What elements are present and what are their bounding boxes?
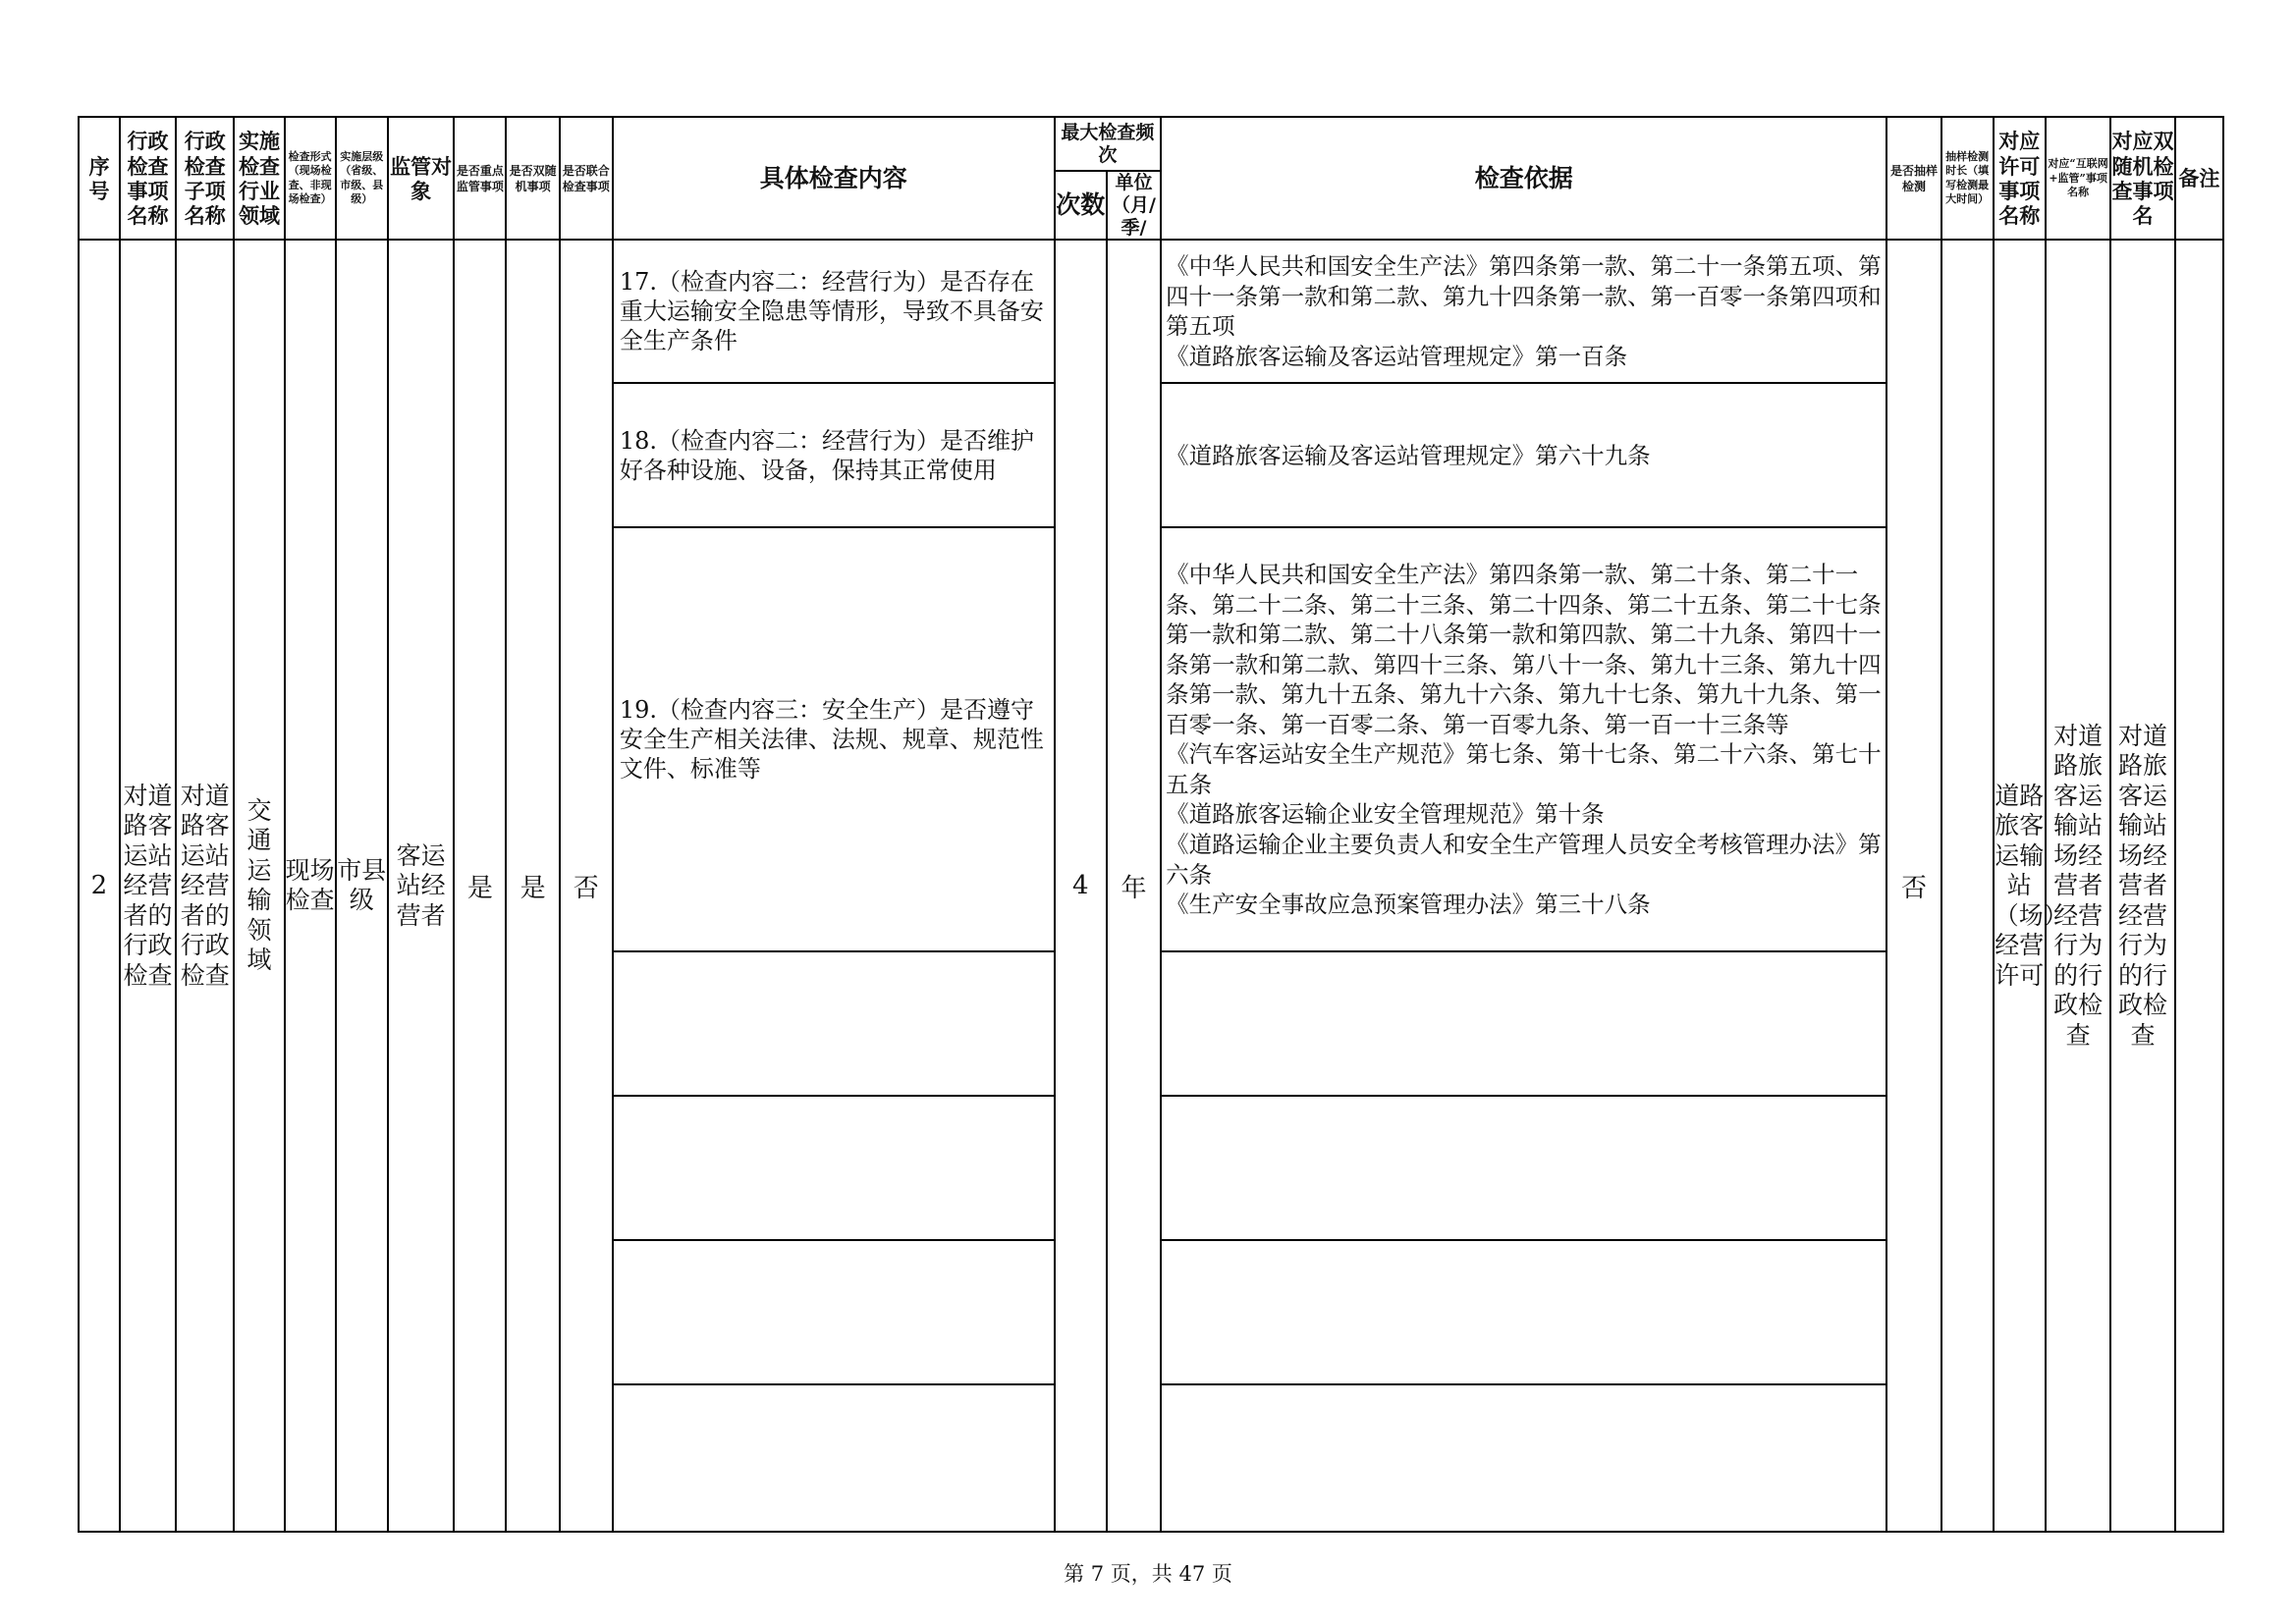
header-remarks: 备注 xyxy=(2175,117,2223,240)
header-basis: 检查依据 xyxy=(1161,117,1886,240)
cell-random-name: 对道路旅客运输站场经营者经营行为的行政检查 xyxy=(2110,240,2174,1532)
header-random-item: 是否双随机事项 xyxy=(506,117,559,240)
cell-seq: 2 xyxy=(79,240,120,1532)
basis-cell xyxy=(1161,1096,1886,1240)
cell-item-name: 对道路客运站经营者的行政检查 xyxy=(120,240,176,1532)
header-item-name: 行政检查事项名称 xyxy=(120,117,176,240)
content-cell xyxy=(613,527,1055,951)
basis-text: 《道路旅客运输及客运站管理规定》第六十九条 xyxy=(1166,441,1651,469)
content-cell xyxy=(613,1384,1055,1532)
header-seq: 序号 xyxy=(79,117,120,240)
header-unit: 单位（月/季/ xyxy=(1107,171,1161,240)
content-text: 19.（检查内容三：安全生产）是否遵守安全生产相关法律、法规、规章、规范性文件、标准等 xyxy=(619,696,1044,784)
header-key-item: 是否重点监管事项 xyxy=(454,117,506,240)
inspection-table xyxy=(78,116,2224,1533)
cell-times: 4 xyxy=(1055,240,1107,1532)
header-license: 对应许可事项名称 xyxy=(1994,117,2046,240)
header-industry: 实施检查行业领域 xyxy=(234,117,284,240)
page-footer: 第 7 页，共 47 页 xyxy=(1064,1562,1232,1586)
cell-level: 市县级 xyxy=(336,240,388,1532)
cell-unit: 年 xyxy=(1107,240,1161,1532)
cell-key-item: 是 xyxy=(454,240,506,1532)
cell-internet: 对道路旅客运输站场经营者经营行为的行政检查 xyxy=(2046,240,2110,1532)
content-cell xyxy=(613,240,1055,383)
basis-cell xyxy=(1161,1240,1886,1384)
cell-industry: 交通运输领域 xyxy=(234,240,284,1532)
content-text: 17.（检查内容二：经营行为）是否存在重大运输安全隐患等情形，导致不具备安全生产条件 xyxy=(619,268,1044,355)
header-level: 实施层级（省级、市级、县级） xyxy=(336,117,388,240)
header-sampling: 是否抽样检测 xyxy=(1886,117,1941,240)
cell-sampling: 否 xyxy=(1886,240,1941,1532)
header-form: 检查形式（现场检查、非现场检查） xyxy=(285,117,336,240)
content-cell xyxy=(613,1240,1055,1384)
cell-remarks xyxy=(2175,240,2223,1532)
cell-joint-item: 否 xyxy=(560,240,613,1532)
header-random-name: 对应双随机检查事项名 xyxy=(2110,117,2174,240)
content-cell xyxy=(613,383,1055,527)
header-object: 监管对象 xyxy=(388,117,454,240)
cell-object: 客运站经营者 xyxy=(388,240,454,1532)
cell-license: 道路旅客运输站（场）经营许可 xyxy=(1994,240,2046,1532)
header-sampling-time: 抽样检测时长（填写检测最大时间） xyxy=(1941,117,1994,240)
header-times: 次数 xyxy=(1055,171,1107,240)
cell-sampling-time xyxy=(1941,240,1994,1532)
header-max-freq: 最大检查频次 xyxy=(1055,117,1161,171)
content-cell xyxy=(613,951,1055,1096)
cell-subitem-name: 对道路客运站经营者的行政检查 xyxy=(176,240,234,1532)
cell-random-item: 是 xyxy=(506,240,559,1532)
basis-cell xyxy=(1161,240,1886,383)
header-joint-item: 是否联合检查事项 xyxy=(560,117,613,240)
header-subitem-name: 行政检查子项名称 xyxy=(176,117,234,240)
basis-text: 《中华人民共和国安全生产法》第四条第一款、第二十条、第二十一条、第二十二条、第二十三条、第二十四条、第二十五条、第二十七条第一款和第二款、第二十八条第一款和第四款、第二十九条、第四十一条第一款和第二款、第四十三条、第八十一条、第九十三条、第九十四条第一款、第九十五条、第九十六条、第九十七条、第九十九条、第一百零一条、第一百零二条、第一百零九条、第一百一十三条等 《汽车客运站安全生产规范》第七条、第十七条、第二十六条、第七十五条 《道路旅客运输企业安全管理规范》第十条 《道路运输企业主要负责人和安全生产管理人员安全考核管理办法》第六条 《生产安全事故应急预案管理办法》第三十八条 xyxy=(1166,561,1882,919)
basis-text: 《中华人民共和国安全生产法》第四条第一款、第二十一条第五项、第四十一条第一款和第二款、第九十四条第一款、第一百零一条第四项和第五项 《道路旅客运输及客运站管理规定》第一百条 xyxy=(1166,252,1882,370)
content-cell xyxy=(613,1096,1055,1240)
basis-cell xyxy=(1161,951,1886,1096)
basis-cell xyxy=(1161,1384,1886,1532)
basis-cell xyxy=(1161,527,1886,951)
cell-form: 现场检查 xyxy=(285,240,336,1532)
basis-cell xyxy=(1161,383,1886,527)
header-content: 具体检查内容 xyxy=(613,117,1055,240)
header-internet: 对应“互联网+监管”事项名称 xyxy=(2046,117,2110,240)
content-text: 18.（检查内容二：经营行为）是否维护好各种设施、设备，保持其正常使用 xyxy=(619,426,1035,484)
